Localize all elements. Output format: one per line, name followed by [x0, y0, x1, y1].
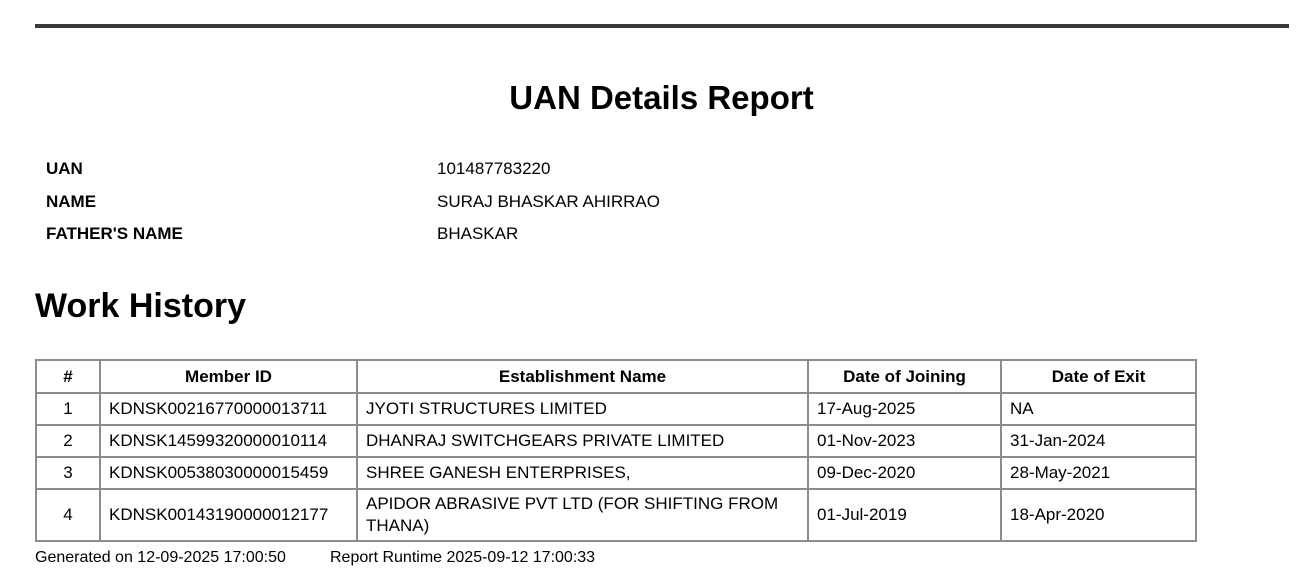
column-header-date-of-joining: Date of Joining	[808, 360, 1001, 393]
row-number: 3	[36, 457, 100, 489]
column-header-member-id: Member ID	[100, 360, 357, 393]
column-header-number: #	[36, 360, 100, 393]
name-value: SURAJ BHASKAR AHIRRAO	[437, 192, 660, 211]
date-of-joining-cell: 01-Nov-2023	[808, 425, 1001, 457]
uan-value: 101487783220	[437, 159, 551, 178]
uan-label: UAN	[46, 159, 83, 178]
date-of-joining-cell: 09-Dec-2020	[808, 457, 1001, 489]
fathers-name-label: FATHER'S NAME	[46, 224, 183, 243]
date-of-exit-cell: 28-May-2021	[1001, 457, 1196, 489]
establishment-name-cell: JYOTI STRUCTURES LIMITED	[357, 393, 808, 425]
table-header-row	[36, 360, 1196, 393]
column-header-date-of-exit: Date of Exit	[1001, 360, 1196, 393]
table-row	[36, 489, 1196, 541]
member-id-cell: KDNSK00143190000012177	[100, 489, 357, 541]
member-id-cell: KDNSK00538030000015459	[100, 457, 357, 489]
date-of-joining-cell: 01-Jul-2019	[808, 489, 1001, 541]
date-of-exit-cell: 18-Apr-2020	[1001, 489, 1196, 541]
table-row	[36, 393, 1196, 425]
column-header-establishment-name: Establishment Name	[357, 360, 808, 393]
fathers-name-value: BHASKAR	[437, 224, 519, 243]
report-runtime-text: Report Runtime 2025-09-12 17:00:33	[330, 549, 596, 566]
date-of-exit-cell: NA	[1001, 393, 1196, 425]
member-id-cell: KDNSK00216770000013711	[100, 393, 357, 425]
establishment-name-cell: SHREE GANESH ENTERPRISES,	[357, 457, 808, 489]
table-row	[36, 425, 1196, 457]
establishment-name-cell: DHANRAJ SWITCHGEARS PRIVATE LIMITED	[357, 425, 808, 457]
work-history-table	[35, 359, 1197, 542]
member-id-cell: KDNSK14599320000010114	[100, 425, 357, 457]
date-of-joining-cell: 17-Aug-2025	[808, 393, 1001, 425]
top-divider	[35, 24, 1289, 28]
row-number: 1	[36, 393, 100, 425]
report-title: UAN Details Report	[509, 79, 814, 116]
row-number: 4	[36, 489, 100, 541]
generated-on-text: Generated on 12-09-2025 17:00:50	[35, 549, 286, 566]
date-of-exit-cell: 31-Jan-2024	[1001, 425, 1196, 457]
establishment-name-cell: APIDOR ABRASIVE PVT LTD (FOR SHIFTING FROM THANA)	[357, 489, 808, 541]
table-row	[36, 457, 1196, 489]
work-history-title: Work History	[35, 287, 246, 325]
name-label: NAME	[46, 192, 97, 211]
row-number: 2	[36, 425, 100, 457]
